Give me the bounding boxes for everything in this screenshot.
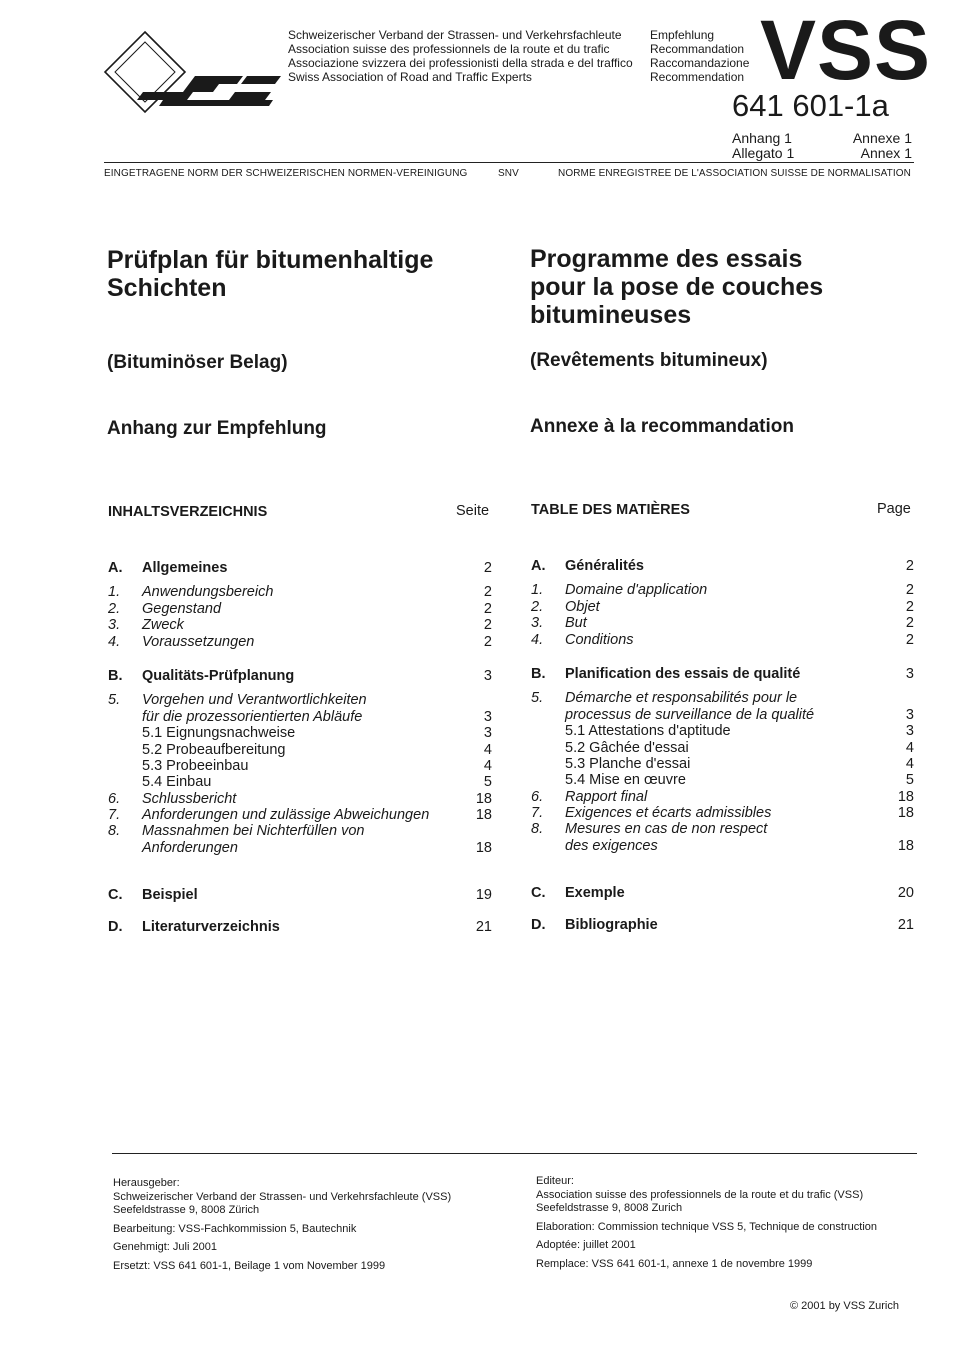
toc-row-page: 18	[897, 788, 914, 805]
toc-row	[108, 692, 492, 708]
toc-row	[108, 634, 492, 650]
title-line: Prüfplan für bitumenhaltige	[107, 246, 434, 274]
document-number: 641 601-1a	[732, 88, 889, 123]
publisher-name: Association suisse des professionnels de la route et du trafic (VSS)	[536, 1188, 864, 1201]
footer-divider	[112, 1153, 917, 1154]
toc-row-number: 2.	[531, 598, 544, 615]
toc-row	[108, 758, 492, 774]
toc-row-page: 2	[905, 631, 914, 648]
title-line: pour la pose de couches	[530, 273, 824, 301]
toc-fr-d	[531, 917, 914, 933]
toc-row-page: 2	[483, 560, 492, 576]
toc-row-page: 18	[475, 807, 492, 824]
toc-row-page: 2	[483, 584, 492, 601]
toc-row-page: 5	[483, 774, 492, 791]
title-line: bitumineuses	[530, 301, 692, 329]
toc-row	[531, 558, 914, 574]
vss-wordmark: VSS	[760, 3, 932, 97]
header-divider	[104, 162, 914, 163]
toc-row-label: processus de surveillance de la qualité	[565, 706, 815, 723]
toc-row-number: 3.	[531, 615, 544, 632]
toc-row-label: 5.3 Planche d'essai	[565, 755, 691, 772]
toc-row-label: Bibliographie	[565, 917, 658, 933]
toc-row-number: 5.	[108, 692, 121, 709]
annex-it: Allegato 1	[732, 145, 795, 161]
toc-row	[531, 821, 914, 837]
toc-row-label: 5.4 Einbau	[142, 774, 212, 791]
title-line: Programme des essais	[530, 245, 803, 273]
publisher-address: Seefeldstrasse 9, 8008 Zurich	[536, 1202, 683, 1214]
toc-list	[108, 560, 492, 856]
toc-row-label: 5.2 Gâchée d'essai	[565, 739, 689, 756]
toc-row-label: Beispiel	[142, 887, 198, 903]
toc-row-page: 3	[483, 708, 492, 725]
approval-note: Adoptée: juillet 2001	[536, 1239, 636, 1251]
toc-row-page: 2	[483, 600, 492, 617]
toc-row-page: 19	[475, 887, 492, 903]
toc-row-number: B.	[108, 667, 123, 684]
toc-row	[531, 615, 914, 631]
title-de	[107, 246, 433, 302]
footer-de	[113, 1177, 451, 1273]
toc-row-label: Gegenstand	[142, 600, 222, 617]
subtitle-de: (Bituminöser Belag)	[107, 352, 288, 373]
toc-row-page: 2	[905, 598, 914, 615]
copyright-notice: © 2001 by VSS Zurich	[790, 1300, 899, 1312]
replaces-note: Remplace: VSS 641 601-1, annexe 1 de novembre 1999	[536, 1257, 813, 1270]
toc-row	[108, 807, 492, 823]
toc-row-label: Anforderungen	[142, 839, 238, 856]
toc-row	[531, 582, 914, 598]
toc-row	[531, 756, 914, 772]
title-fr	[530, 245, 823, 329]
toc-row-label: Voraussetzungen	[142, 633, 255, 650]
toc-row-page: 18	[897, 837, 914, 854]
toc-row	[108, 584, 492, 600]
toc-row-number: D.	[531, 917, 546, 933]
page-heading-fr: Page	[877, 501, 911, 517]
toc-row	[108, 887, 492, 903]
toc-row	[531, 723, 914, 739]
toc-row-page: 21	[897, 917, 914, 933]
toc-row	[108, 791, 492, 807]
toc-row-label: Allgemeines	[142, 560, 228, 576]
toc-row-page: 3	[483, 725, 492, 742]
org-line: Association suisse des professionnels de la route et du trafic	[288, 42, 610, 56]
toc-row-label: Zweck	[142, 617, 184, 634]
toc-row-label: 5.1 Eignungsnachweise	[142, 725, 296, 742]
toc-row-page: 3	[905, 723, 914, 740]
toc-row-label: Anforderungen und zulässige Abweichungen	[142, 807, 430, 824]
toc-row-label: 5.2 Probeaufbereitung	[142, 741, 286, 758]
rec-line: Empfehlung	[650, 28, 715, 42]
toc-row-number: A.	[108, 560, 123, 576]
toc-row-number: 7.	[108, 807, 121, 824]
toc-row	[531, 666, 914, 682]
toc-row	[108, 919, 492, 935]
norm-registration-fr: NORME ENREGISTREE DE L'ASSOCIATION SUISSE DE NORMALISATION	[558, 168, 911, 179]
annex-de: Anhang 1	[732, 130, 792, 146]
toc-row-page: 2	[905, 615, 914, 632]
toc-heading-de: INHALTSVERZEICHNIS	[108, 504, 268, 520]
toc-row	[108, 840, 492, 856]
toc-row-number: 1.	[108, 584, 121, 601]
org-line: Swiss Association of Road and Traffic Experts	[288, 70, 532, 84]
toc-row	[108, 668, 492, 684]
toc-row	[108, 617, 492, 633]
toc-row-number: 6.	[108, 790, 121, 807]
toc-row-number: A.	[531, 558, 546, 574]
toc-row-label: Anwendungsbereich	[142, 584, 274, 601]
page-heading-de: Seite	[456, 503, 490, 519]
approval-note: Genehmigt: Juli 2001	[113, 1241, 217, 1253]
toc-row-label: Schlussbericht	[142, 790, 237, 807]
toc-row	[531, 917, 914, 933]
annex-fr: Annexe 1	[852, 130, 912, 146]
toc-row-number: 3.	[108, 617, 121, 634]
toc-row-number: C.	[531, 885, 546, 901]
toc-row	[531, 690, 914, 706]
toc-row-page: 21	[475, 919, 492, 935]
toc-row-page: 3	[905, 665, 914, 682]
toc-row-number: 6.	[531, 788, 544, 805]
org-line: Schweizerischer Verband der Strassen- und Verkehrsfachleute	[288, 28, 622, 42]
title-line: Schichten	[107, 274, 227, 302]
vss-logo	[103, 30, 283, 116]
toc-row	[531, 789, 914, 805]
toc-row-label: Exigences et écarts admissibles	[565, 805, 772, 822]
toc-de-d	[108, 919, 492, 935]
toc-row-page: 18	[897, 805, 914, 822]
toc-row-label: für die prozessorientierten Abläufe	[142, 708, 363, 725]
toc-row-label: Généralités	[565, 558, 644, 574]
toc-row	[531, 707, 914, 723]
annex-labels	[732, 131, 912, 161]
toc-row-number: 2.	[108, 600, 121, 617]
toc-row	[531, 885, 914, 901]
publisher-label: Editeur:	[536, 1175, 574, 1187]
toc-fr	[531, 558, 914, 854]
toc-row-number: 4.	[108, 633, 121, 650]
toc-row-page: 18	[475, 839, 492, 856]
toc-fr-c	[531, 885, 914, 901]
toc-row	[108, 725, 492, 741]
toc-row	[531, 838, 914, 854]
rec-line: Recommendation	[650, 70, 745, 84]
toc-row	[108, 774, 492, 790]
toc-row-page: 5	[905, 772, 914, 789]
toc-de-c	[108, 887, 492, 903]
toc-row-page: 18	[475, 790, 492, 807]
toc-row-label: Objet	[565, 598, 600, 615]
toc-row-label: Démarche et responsabilités pour le	[565, 690, 798, 707]
toc-row-label: 5.3 Probeeinbau	[142, 757, 249, 774]
snv-label: SNV	[498, 168, 519, 179]
toc-row-page: 2	[483, 633, 492, 650]
toc-row-label: des exigences	[565, 837, 658, 854]
toc-row-label: 5.4 Mise en œuvre	[565, 772, 686, 789]
toc-heading-fr: TABLE DES MATIÈRES	[531, 502, 690, 518]
publisher-name: Schweizerischer Verband der Strassen- und Verkehrsfachleute (VSS)	[113, 1190, 452, 1203]
toc-row	[531, 772, 914, 788]
recommendation-labels	[650, 28, 749, 84]
toc-row-page: 2	[483, 617, 492, 634]
rec-line: Raccomandazione	[650, 56, 750, 70]
toc-row-page: 20	[897, 885, 914, 901]
toc-row	[531, 599, 914, 615]
toc-row-page: 2	[905, 558, 914, 574]
annex-title-de: Anhang zur Empfehlung	[107, 418, 327, 439]
footer-fr	[536, 1175, 877, 1271]
norm-registration-de: EINGETRAGENE NORM DER SCHWEIZERISCHEN NORMEN-VEREINIGUNG	[104, 168, 468, 179]
toc-row-label: Rapport final	[565, 788, 648, 805]
toc-row-page: 3	[483, 667, 492, 684]
toc-row-page: 4	[905, 755, 914, 772]
toc-row	[108, 560, 492, 576]
toc-row-number: C.	[108, 887, 123, 903]
toc-row-label: Literaturverzeichnis	[142, 919, 280, 935]
toc-row-number: 8.	[108, 823, 121, 840]
annex-en: Annex 1	[860, 145, 912, 161]
toc-row-label: Qualitäts-Prüfplanung	[142, 667, 295, 684]
annex-title-fr: Annexe à la recommandation	[530, 416, 794, 437]
toc-row	[531, 740, 914, 756]
toc-row	[108, 601, 492, 617]
toc-row-label: Exemple	[565, 885, 625, 901]
toc-row	[108, 709, 492, 725]
toc-row-page: 4	[483, 757, 492, 774]
replaces-note: Ersetzt: VSS 641 601-1, Beilage 1 vom November 1999	[113, 1259, 386, 1272]
toc-row-number: 5.	[531, 690, 544, 707]
toc-row-number: 8.	[531, 821, 544, 838]
toc-row-label: Conditions	[565, 631, 634, 648]
toc-row-page: 4	[905, 739, 914, 756]
organization-names	[288, 28, 633, 84]
toc-row-label: But	[565, 615, 587, 632]
toc-row-label: Mesures en cas de non respect	[565, 821, 768, 838]
toc-row-label: Domaine d'application	[565, 582, 708, 599]
publisher-address: Seefeldstrasse 9, 8008 Zürich	[113, 1204, 260, 1216]
toc-row-number: 7.	[531, 805, 544, 822]
toc-row-page: 2	[905, 582, 914, 599]
toc-row-number: B.	[531, 665, 546, 682]
editing-note: Bearbeitung: VSS-Fachkommission 5, Bautechnik	[113, 1222, 357, 1235]
rec-line: Recommandation	[650, 42, 745, 56]
editing-note: Elaboration: Commission technique VSS 5, Technique de construction	[536, 1220, 877, 1233]
toc-row	[108, 742, 492, 758]
toc-row-label: 5.1 Attestations d'aptitude	[565, 723, 731, 740]
subtitle-fr: (Revêtements bitumineux)	[530, 350, 768, 371]
toc-row-number: 4.	[531, 631, 544, 648]
toc-row-page: 4	[483, 741, 492, 758]
toc-row-page: 3	[905, 706, 914, 723]
toc-row	[531, 632, 914, 648]
org-line: Associazione svizzera dei professionisti della strada e del traffico	[288, 56, 633, 70]
toc-list	[531, 558, 914, 854]
toc-row-number: D.	[108, 919, 123, 935]
toc-row-label: Vorgehen und Verantwortlichkeiten	[142, 692, 367, 709]
toc-row	[531, 805, 914, 821]
toc-row	[108, 823, 492, 839]
publisher-label: Herausgeber:	[113, 1177, 180, 1189]
toc-row-label: Massnahmen bei Nichterfüllen von	[142, 823, 365, 840]
toc-row-label: Planification des essais de qualité	[565, 665, 801, 682]
toc-row-number: 1.	[531, 582, 544, 599]
toc-de	[108, 560, 492, 856]
